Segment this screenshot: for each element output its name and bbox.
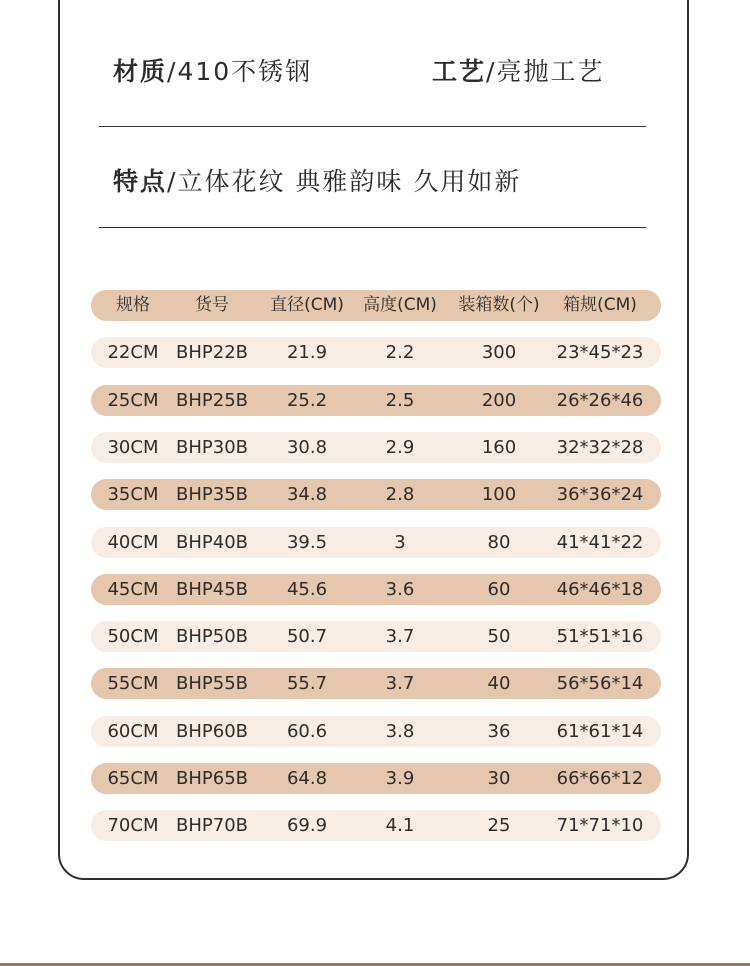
craft-value: /亮抛工艺 xyxy=(486,57,605,86)
cell-carton-size: 46*46*18 xyxy=(556,579,644,600)
header-spec: 规格 xyxy=(116,295,150,315)
header-diameter: 直径(CM) xyxy=(270,295,344,315)
cell-spec: 25CM xyxy=(107,390,159,411)
cell-carton-qty: 100 xyxy=(481,484,517,505)
table-row xyxy=(91,763,661,794)
feature-spec xyxy=(113,162,521,198)
cell-carton-qty: 80 xyxy=(487,532,511,553)
table-row xyxy=(91,574,661,605)
cell-height: 2.5 xyxy=(385,390,415,411)
cell-item-no: BHP25B xyxy=(176,390,248,411)
cell-height: 3.7 xyxy=(385,626,415,647)
table-row xyxy=(91,668,661,699)
cell-item-no: BHP45B xyxy=(176,579,248,600)
table-row xyxy=(91,385,661,416)
cell-spec: 50CM xyxy=(107,626,159,647)
cell-carton-qty: 160 xyxy=(481,437,517,458)
cell-height: 3.8 xyxy=(385,721,415,742)
craft-label: 工艺 xyxy=(432,57,487,86)
cell-diameter: 55.7 xyxy=(286,673,328,694)
cell-item-no: BHP50B xyxy=(176,626,248,647)
cell-carton-qty: 300 xyxy=(481,342,517,363)
cell-height: 2.9 xyxy=(385,437,415,458)
divider-2 xyxy=(99,227,646,228)
cell-spec: 55CM xyxy=(107,673,159,694)
cell-diameter: 64.8 xyxy=(286,768,328,789)
table-row xyxy=(91,810,661,841)
cell-diameter: 30.8 xyxy=(286,437,328,458)
cell-diameter: 45.6 xyxy=(286,579,328,600)
cell-item-no: BHP40B xyxy=(176,532,248,553)
cell-carton-qty: 50 xyxy=(487,626,511,647)
header-height: 高度(CM) xyxy=(363,295,437,315)
cell-item-no: BHP30B xyxy=(176,437,248,458)
cell-diameter: 50.7 xyxy=(286,626,328,647)
cell-carton-size: 56*56*14 xyxy=(556,673,644,694)
cell-spec: 65CM xyxy=(107,768,159,789)
craft-spec xyxy=(432,52,604,88)
cell-spec: 22CM xyxy=(107,342,159,363)
cell-diameter: 25.2 xyxy=(286,390,328,411)
header-carton-size: 箱规(CM) xyxy=(563,295,637,315)
cell-spec: 60CM xyxy=(107,721,159,742)
divider-1 xyxy=(99,126,646,127)
table-row xyxy=(91,527,661,558)
cell-spec: 35CM xyxy=(107,484,159,505)
cell-carton-size: 51*51*16 xyxy=(556,626,644,647)
cell-spec: 30CM xyxy=(107,437,159,458)
cell-carton-qty: 36 xyxy=(487,721,511,742)
cell-carton-size: 71*71*10 xyxy=(556,815,644,836)
cell-item-no: BHP65B xyxy=(176,768,248,789)
cell-item-no: BHP60B xyxy=(176,721,248,742)
feature-value: /立体花纹 典雅韵味 久用如新 xyxy=(167,167,522,196)
header-carton-qty: 装箱数(个) xyxy=(458,295,540,315)
cell-item-no: BHP22B xyxy=(176,342,248,363)
table-header-row xyxy=(91,290,661,321)
cell-diameter: 39.5 xyxy=(286,532,328,553)
cell-carton-qty: 25 xyxy=(487,815,511,836)
table-row xyxy=(91,716,661,747)
cell-height: 4.1 xyxy=(385,815,415,836)
cell-diameter: 34.8 xyxy=(286,484,328,505)
cell-carton-qty: 60 xyxy=(487,579,511,600)
material-label: 材质 xyxy=(113,57,168,86)
cell-carton-qty: 30 xyxy=(487,768,511,789)
cell-carton-size: 66*66*12 xyxy=(556,768,644,789)
material-spec xyxy=(113,52,312,88)
cell-diameter: 69.9 xyxy=(286,815,328,836)
cell-height: 2.2 xyxy=(385,342,415,363)
cell-carton-size: 36*36*24 xyxy=(556,484,644,505)
table-row xyxy=(91,621,661,652)
cell-carton-size: 61*61*14 xyxy=(556,721,644,742)
cell-spec: 45CM xyxy=(107,579,159,600)
cell-height: 3.7 xyxy=(385,673,415,694)
cell-height: 3.9 xyxy=(385,768,415,789)
cell-height: 2.8 xyxy=(385,484,415,505)
cell-carton-qty: 200 xyxy=(481,390,517,411)
cell-spec: 40CM xyxy=(107,532,159,553)
cell-carton-size: 23*45*23 xyxy=(556,342,644,363)
cell-carton-size: 41*41*22 xyxy=(556,532,644,553)
feature-label: 特点 xyxy=(113,167,168,196)
table-row xyxy=(91,337,661,368)
cell-diameter: 21.9 xyxy=(286,342,328,363)
table-row xyxy=(91,479,661,510)
table-row xyxy=(91,432,661,463)
cell-carton-size: 32*32*28 xyxy=(556,437,644,458)
cell-item-no: BHP35B xyxy=(176,484,248,505)
header-item-no: 货号 xyxy=(195,295,229,315)
cell-diameter: 60.6 xyxy=(286,721,328,742)
cell-height: 3.6 xyxy=(385,579,415,600)
cell-spec: 70CM xyxy=(107,815,159,836)
cell-carton-size: 26*26*46 xyxy=(556,390,644,411)
cell-carton-qty: 40 xyxy=(487,673,511,694)
cell-height: 3 xyxy=(394,532,406,553)
cell-item-no: BHP55B xyxy=(176,673,248,694)
cell-item-no: BHP70B xyxy=(176,815,248,836)
material-value: /410不锈钢 xyxy=(167,57,313,86)
